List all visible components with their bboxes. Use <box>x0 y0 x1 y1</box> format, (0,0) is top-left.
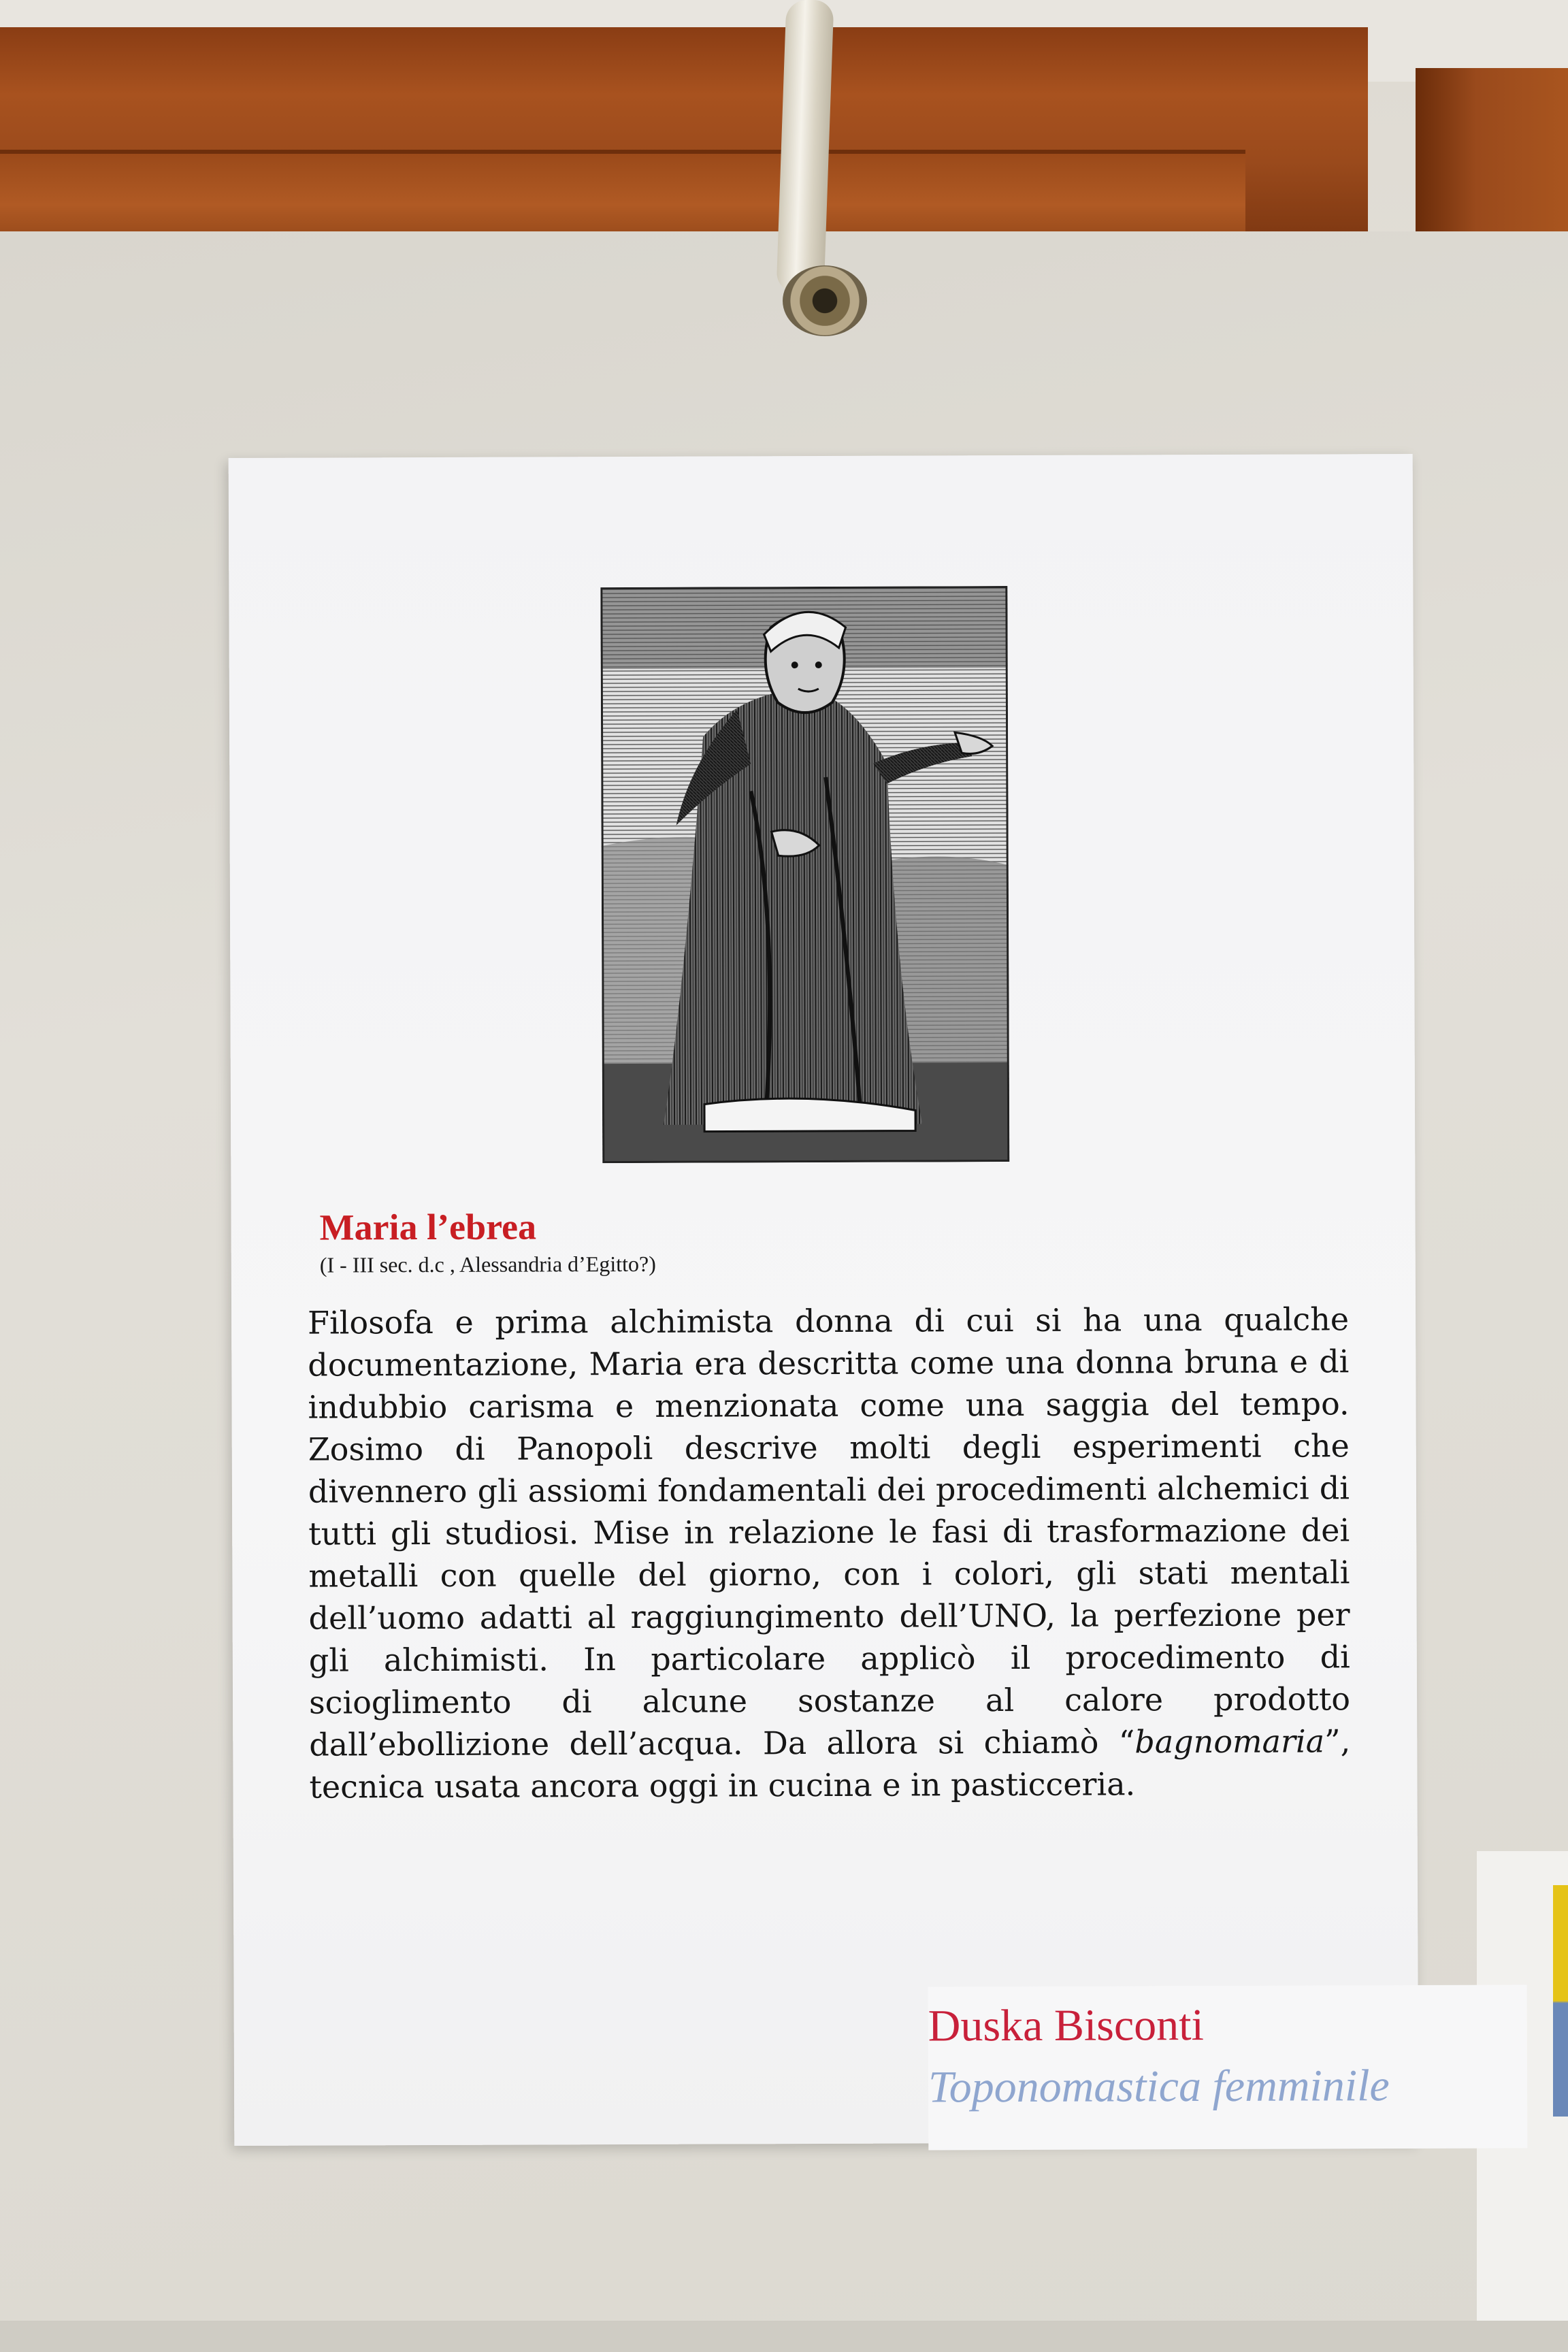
body-text-part-2: ”, tecnica usata ancora oggi in cucina e in pasticceria. <box>309 1722 1351 1806</box>
author-name: Duska Bisconti <box>928 2000 1205 2051</box>
adjacent-poster-color-strip <box>1553 1885 1568 2117</box>
wooden-post <box>1416 68 1568 259</box>
organization-name: Toponomastica femminile <box>928 2061 1390 2112</box>
body-text-part-1: Filosofa e prima alchimista donna di cui si ha una qualche documentazione, Maria era descritta come una donna bruna e di indubbio carisma e menzionata come una saggia del tempo. Zosimo di Panopoli descrive molti degli esperimenti che divennero gli assiomi fondamentali dei procedimenti alchemici di tutti gli studiosi. Mise in relazione le fasi di trasformazione dei metalli con quelle del giorno, con i colori, gli stati mentali dell’uomo adatti al raggiungimento dell’UNO, la perfezione per gli alchimisti. In particolare applicò il procedimento di scioglimento di alcune sostanze al calore prodotto dall’ebollizione dell’acqua. Da allora si chiamò “ <box>308 1301 1351 1763</box>
poster <box>229 454 1419 2146</box>
poster-subtitle: (I - III sec. d.c , Alessandria d’Egitto?) <box>319 1251 656 1277</box>
engraving-illustration <box>600 586 1009 1163</box>
board-bottom-edge <box>0 2321 1568 2352</box>
poster-title: Maria l’ebrea <box>319 1206 537 1248</box>
metal-grommet <box>783 265 867 336</box>
body-text-italic-term: bagnomaria <box>1134 1722 1325 1761</box>
poster-body-text <box>308 1298 1351 1808</box>
